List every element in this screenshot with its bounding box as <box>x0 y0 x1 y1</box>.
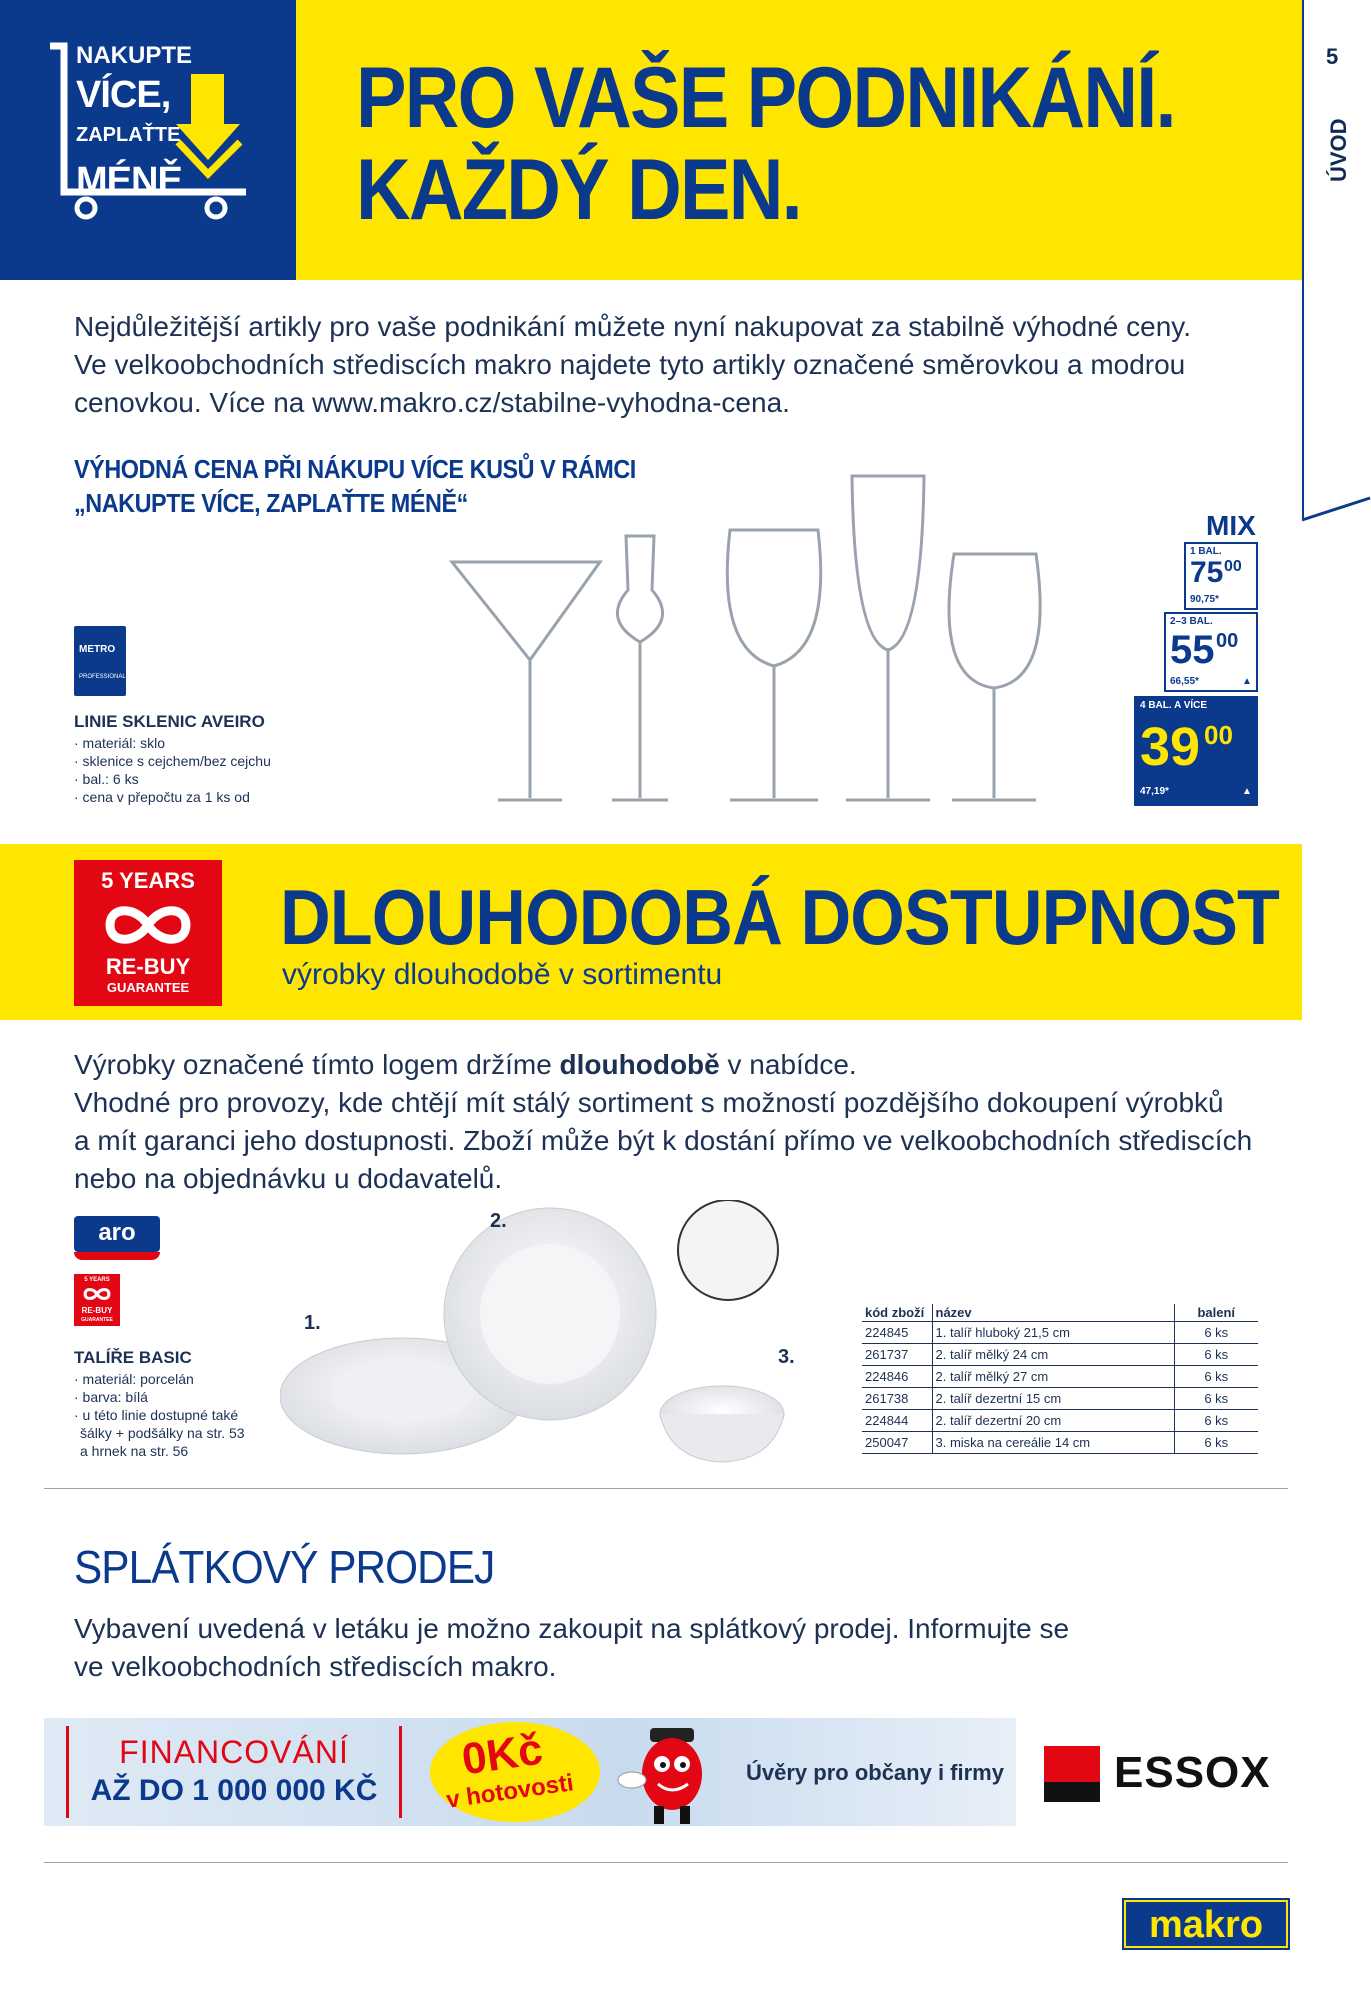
cell-name: 2. talíř mělký 24 cm <box>932 1344 1174 1366</box>
table-row <box>862 1366 1258 1388</box>
availability-line-4: nebo na objednávku u dodavatelů. <box>74 1163 503 1194</box>
aro-logo: aro <box>74 1216 160 1252</box>
spec-item: · sklenice s cejchem/bez cejchu <box>74 753 271 769</box>
rebuy-small-badge <box>74 1274 120 1326</box>
infinity-icon <box>100 900 196 950</box>
cell-code: 224845 <box>862 1322 932 1344</box>
title-line-2: KAŽDÝ DEN. <box>356 142 801 238</box>
price-whole: 75 <box>1190 556 1224 589</box>
section-tag: ÚVOD <box>1326 118 1351 182</box>
badge-rebuy: RE-BUY <box>105 954 191 979</box>
detail-inset <box>678 1200 778 1300</box>
product-table <box>862 1304 1258 1454</box>
text-bold: dlouhodobě <box>559 1049 720 1080</box>
logo-text-4: MÉNĚ <box>76 160 182 202</box>
availability-line-2: Vhodné pro provozy, kde chtějí mít stálý sortiment s možností pozdějšího dokoupení výrobků <box>74 1087 1224 1118</box>
price-cents: 00 <box>1224 558 1242 575</box>
brand-name: METRO <box>79 644 116 655</box>
small-badge-guarantee: GUARANTEE <box>81 1317 113 1323</box>
cell-code: 224844 <box>862 1410 932 1432</box>
table-row <box>862 1322 1258 1344</box>
triangle-icon: ▲ <box>1242 676 1252 687</box>
zero-cash-amount: 0Kč <box>458 1724 546 1785</box>
loans-text: Úvěry pro občany i firmy <box>746 1760 1004 1785</box>
availability-title: DLOUHODOBÁ DOSTUPNOST <box>280 873 1279 961</box>
spec-item: šálky + podšálky na str. 53 <box>80 1425 245 1441</box>
price-label: 1 BAL. <box>1190 546 1222 557</box>
makro-logo: makro <box>1124 1900 1288 1948</box>
spec-item: · bal.: 6 ks <box>74 771 139 787</box>
plates-image <box>280 1200 820 1470</box>
section-divider <box>1302 0 1304 518</box>
price-vat: 47,19* <box>1140 786 1169 797</box>
price-label: 4 BAL. A VÍCE <box>1140 700 1208 711</box>
divider <box>44 1862 1288 1863</box>
price-tag-2 <box>1164 612 1258 692</box>
intro-line-2: Ve velkoobchodních střediscích makro najdete tyto artikly označené směrovkou a modrou <box>74 349 1186 380</box>
price-tag-3 <box>1134 696 1258 806</box>
table-row <box>862 1410 1258 1432</box>
logo-text-2: VÍCE, <box>76 74 171 116</box>
table-row <box>862 1388 1258 1410</box>
cell-name: 2. talíř mělký 27 cm <box>932 1366 1174 1388</box>
aro-swoosh <box>74 1252 160 1260</box>
financing-line-2: AŽ DO 1 000 000 KČ <box>90 1774 378 1807</box>
table-row <box>862 1432 1258 1454</box>
installment-line-2: ve velkoobchodních střediscích makro. <box>74 1651 557 1682</box>
cell-pack: 6 ks <box>1174 1344 1258 1366</box>
logo-text-1: NAKUPTE <box>76 42 193 69</box>
section-tab-edge <box>1300 492 1371 522</box>
spec-item: · barva: bílá <box>74 1389 148 1405</box>
spec-item: · materiál: sklo <box>74 735 166 751</box>
marker-1: 1. <box>304 1312 321 1334</box>
large-wine-glass <box>949 554 1040 688</box>
spec-item: a hrnek na str. 56 <box>80 1443 189 1459</box>
price-tag-1 <box>1184 542 1258 610</box>
col-name: název <box>932 1304 1174 1322</box>
metro-professional-logo <box>74 626 126 696</box>
cell-name: 1. talíř hluboký 21,5 cm <box>932 1322 1174 1344</box>
availability-text <box>74 1046 1294 1198</box>
cell-name: 3. miska na cereálie 14 cm <box>932 1432 1174 1454</box>
product-title: TALÍŘE BASIC <box>74 1348 192 1367</box>
availability-line-1 <box>74 1046 1294 1084</box>
martini-glass <box>452 562 600 660</box>
small-badge-rebuy: RE-BUY <box>81 1306 113 1315</box>
mascot-icon <box>604 1722 724 1826</box>
glasses-image <box>440 470 1060 810</box>
badge-years: 5 YEARS <box>101 868 195 893</box>
cell-code: 250047 <box>862 1432 932 1454</box>
price-whole: 55 <box>1170 628 1215 672</box>
triangle-icon: ▲ <box>1242 786 1252 797</box>
text-pre: Výrobky označené tímto logem držíme <box>74 1049 560 1080</box>
marker-2: 2. <box>490 1210 507 1232</box>
spec-item: · cena v přepočtu za 1 ks od <box>74 789 250 805</box>
table-row <box>862 1344 1258 1366</box>
price-vat: 90,75* <box>1190 594 1219 605</box>
cell-code: 261738 <box>862 1388 932 1410</box>
availability-subtitle: výrobky dlouhodobě v sortimentu <box>282 958 723 991</box>
essox-logo-icon <box>1044 1746 1100 1802</box>
cell-pack: 6 ks <box>1174 1432 1258 1454</box>
grappa-glass <box>617 536 662 642</box>
product-specs <box>74 734 271 806</box>
small-badge-years: 5 YEARS <box>84 1277 110 1283</box>
installment-line-1: Vybavení uvedená v letáku je možno zakoupit na splátkový prodej. Informujte se <box>74 1613 1070 1644</box>
installment-text <box>74 1610 1274 1686</box>
product-title: LINIE SKLENIC AVEIRO <box>74 712 265 731</box>
financing-line-1: FINANCOVÁNÍ <box>119 1734 349 1770</box>
spec-item: · materiál: porcelán <box>74 1371 194 1387</box>
mix-label: MIX <box>1206 510 1256 541</box>
intro-line-3: cenovkou. Více na www.makro.cz/stabilne-vyhodna-cena. <box>74 387 790 418</box>
cell-pack: 6 ks <box>1174 1322 1258 1344</box>
brand-sub: PROFESSIONAL <box>79 674 126 680</box>
cell-pack: 6 ks <box>1174 1366 1258 1388</box>
deal-heading-2: „NAKUPTE VÍCE, ZAPLAŤTE MÉNĚ“ <box>74 488 468 518</box>
cell-code: 224846 <box>862 1366 932 1388</box>
col-pack: balení <box>1174 1304 1258 1322</box>
price-cents: 00 <box>1216 630 1239 652</box>
table-header-row <box>862 1304 1258 1322</box>
intro-text <box>74 308 1274 422</box>
cell-code: 261737 <box>862 1344 932 1366</box>
product-specs <box>74 1370 245 1460</box>
cell-name: 2. talíř dezertní 20 cm <box>932 1410 1174 1432</box>
price-cents: 00 <box>1204 720 1233 750</box>
essox-logo-text: ESSOX <box>1114 1748 1271 1797</box>
col-code: kód zboží <box>862 1304 932 1322</box>
divider <box>44 1488 1288 1489</box>
flute-glass <box>852 476 924 650</box>
page-number: 5 <box>1326 44 1339 69</box>
infinity-icon <box>82 1286 112 1302</box>
cell-name: 2. talíř dezertní 15 cm <box>932 1388 1174 1410</box>
page-title <box>356 52 1175 236</box>
price-label: 2–3 BAL. <box>1170 616 1213 627</box>
marker-3: 3. <box>778 1346 795 1368</box>
rebuy-guarantee-badge <box>74 860 222 1006</box>
title-line-1: PRO VAŠE PODNIKÁNÍ. <box>356 50 1175 146</box>
availability-line-3: a mít garanci jeho dostupnosti. Zboží může být k dostání přímo ve velkoobchodních střediscích <box>74 1125 1253 1156</box>
intro-line-1: Nejdůležitější artikly pro vaše podnikání můžete nyní nakupovat za stabilně výhodné ceny. <box>74 311 1192 342</box>
cell-pack: 6 ks <box>1174 1410 1258 1432</box>
price-vat: 66,55* <box>1170 676 1199 687</box>
cell-pack: 6 ks <box>1174 1388 1258 1410</box>
spec-item: · u této linie dostupné také <box>74 1407 239 1423</box>
badge-guarantee: GUARANTEE <box>106 980 190 995</box>
text-post: v nabídce. <box>719 1049 857 1080</box>
logo-text-3: ZAPLAŤTE <box>76 124 181 146</box>
installment-title: SPLÁTKOVÝ PRODEJ <box>74 1541 495 1593</box>
wine-glass <box>727 530 820 666</box>
price-whole: 39 <box>1140 717 1201 777</box>
zero-cash-text: v hotovosti <box>444 1769 576 1814</box>
deal-heading-1: VÝHODNÁ CENA PŘI NÁKUPU VÍCE KUSŮ V RÁMCI <box>74 454 636 484</box>
